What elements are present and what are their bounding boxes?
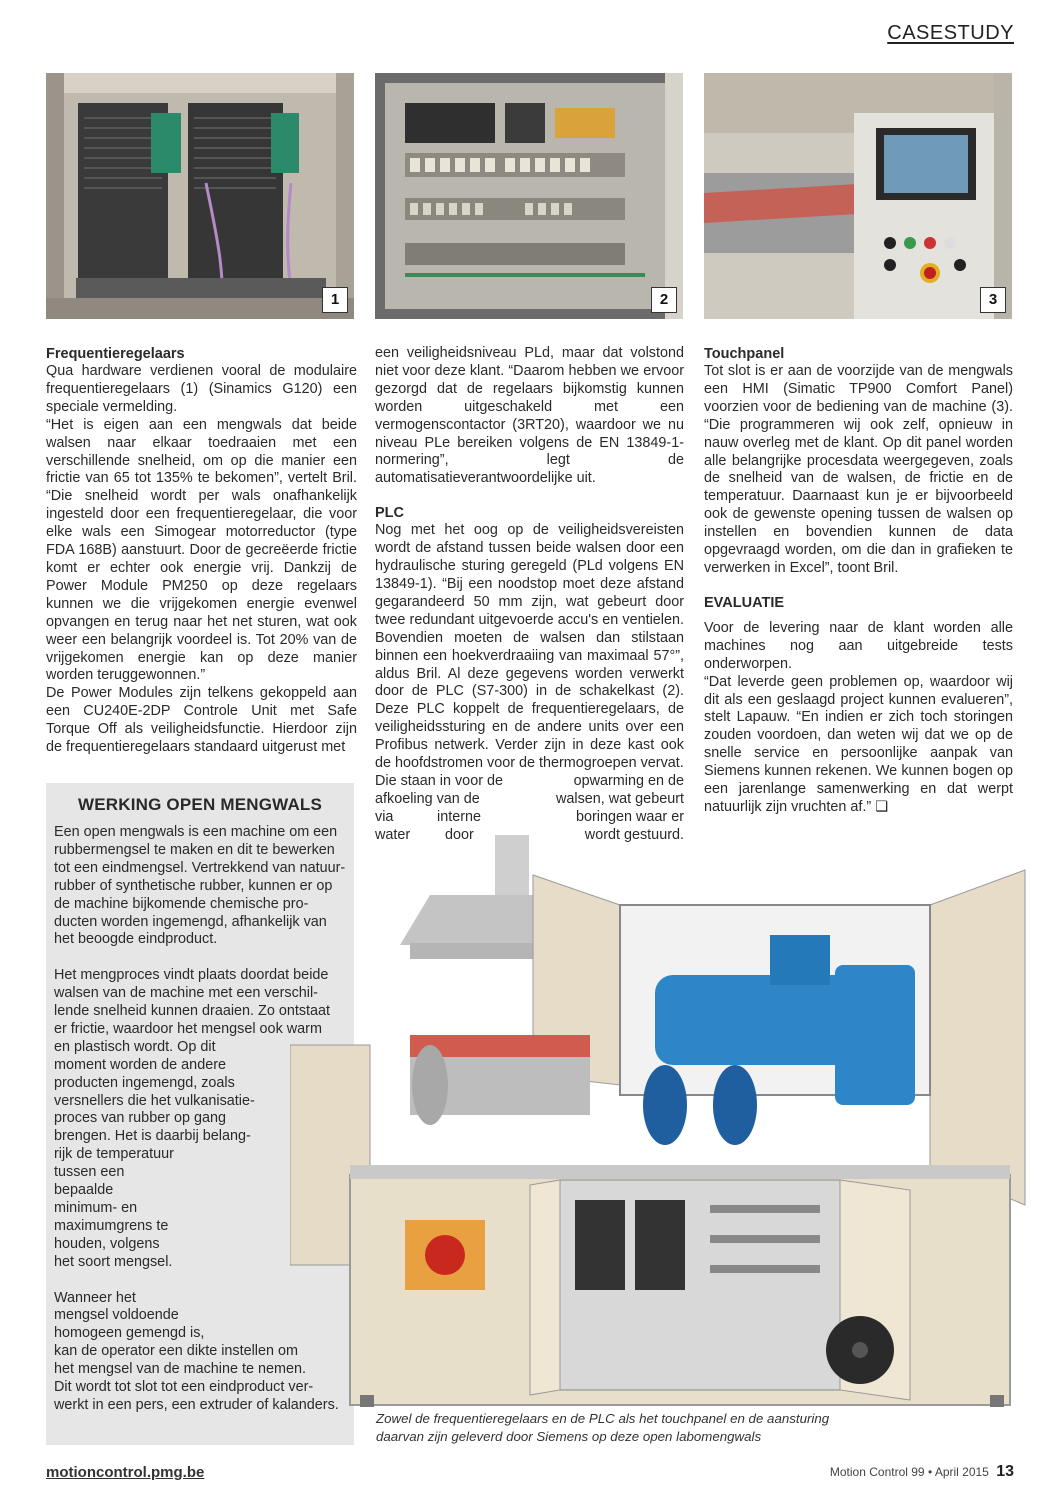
text-line: walsen, wat gebeurt — [556, 790, 684, 807]
box-line: moment worden de andere — [54, 1056, 226, 1073]
box-title: WERKING OPEN MENGWALS — [77, 795, 323, 814]
box-line: rubber of synthetische rubber, kunnen er op — [54, 877, 333, 894]
box-line: er frictie, waardoor het mengsel ook warm — [54, 1020, 322, 1037]
footer-url[interactable]: motioncontrol.pmg.be — [46, 1464, 205, 1481]
box-line: homogeen gemengd is, — [54, 1325, 205, 1342]
box-line: het beoogde eindproduct. — [54, 931, 218, 948]
paragraph: Voor de levering naar de klant worden alle machines nog aan uitgebreide tests onderworpen. — [704, 619, 1013, 672]
text-line: door — [445, 826, 474, 843]
box-line: Het mengproces vindt plaats doordat beide — [54, 967, 329, 984]
box-line: rijk de temperatuur — [54, 1146, 174, 1163]
paragraph: Qua hardware verdienen vooral de modulaire frequentieregelaars (1) (Sinamics G120) een speciale vermelding. — [46, 363, 357, 415]
box-line: minimum- en — [54, 1200, 138, 1217]
box-line: houden, volgens — [54, 1235, 160, 1252]
photo-frequency-drives — [46, 73, 354, 319]
paragraph: een veiligheidsniveau PLd, maar dat volstond niet voor deze klant. “Daarom hebben we ervoor gezorgd dat de regelaars bijkomstig kunnen worden uitgeschakeld met een vermogenscontactor (3RT20), waardoor we nu niveau PLe bereiken volgens de EN 13849-1-normering”, legt de automatisatieverantwoordelijke uit. — [375, 345, 684, 487]
paragraph: Nog met het oog op de veiligheidsvereisten wordt de afstand tussen beide walsen door een hydraulische sturing geregeld (PLd volgens EN 13849-1). “Bij een noodstop moet deze afstand gegarandeerd 50 mm zijn, wat gebeurt door twee redundant uitgevoerde accu's en ventielen. Bovendien moeten de walsen dan stilstaan binnen een hoekverdraaiing van maximaal 57°”, aldus Bril. Al deze gegevens worden verwerkt door de PLC (S7-300) in de schakelkast (2). Deze PLC koppelt de frequentieregelaars, de veiligheidssturing en de andere units over een Profibus netwerk. Verder zijn in deze kast ook de hoofdstromen voor de thermogroepen vervat. — [375, 522, 684, 772]
text-line: water — [375, 826, 411, 843]
box-line: bepaalde — [54, 1182, 114, 1199]
paragraph: “Het is eigen aan een mengwals dat beide walsen naar elkaar toedraaien met een verschillende snelheid, om op die manier een frictie van 65 tot 135% te bekomen”, vertelt Bril. “Die snelheid wordt per wals onafhankelijk ingesteld door een frequentieregelaar, die voor elke wals een Simogear motorreductor (type FDA 168B) aanstuurt. Door de gecreëerde frictie komt er echter ook energie vrij. Dankzij de Power Module PM250 op deze regelaars kunnen we die vrijgekomen energie evenwel opvangen en terug naar het net sturen, wat ook weer een belangrijk voordeel is. Tot 20% van de vrijgekomen energie kan op deze manier worden teruggewonnen.” — [46, 416, 357, 684]
photo-caption — [376, 1410, 846, 1446]
box-line: lende snelheid kunnen draaien. Zo ontstaat — [54, 1003, 331, 1020]
box-line: kan de operator een dikte instellen om — [54, 1343, 298, 1360]
box-line: Wanneer het — [54, 1289, 136, 1306]
box-line: walsen van de machine met een verschil- — [54, 985, 318, 1002]
caption-line: daarvan zijn geleverd door Siemens op deze open labomengwals — [376, 1429, 762, 1444]
photo-number: 3 — [980, 287, 1006, 313]
text-line: boringen waar er — [576, 808, 684, 825]
box-line: werkt in een pers, een extruder of kalanders. — [54, 1396, 339, 1413]
text-line: via — [375, 808, 394, 825]
box-line: het soort mengsel. — [54, 1253, 173, 1270]
issue-text: Motion Control 99 • April 2015 — [829, 1465, 989, 1479]
box-line: de machine bijkomende chemische pro- — [54, 895, 309, 912]
box-line: het mengsel van de machine te nemen. — [54, 1361, 306, 1378]
text-line: afkoeling van de — [375, 790, 480, 807]
box-line: tussen een — [54, 1164, 125, 1181]
article-column-3 — [704, 345, 1013, 817]
box-line: producten ingemengd, zoals — [54, 1074, 235, 1091]
photo-open-mill-machine — [290, 835, 1030, 1407]
box-line: rubbermengsel te maken en dit te bewerken — [54, 841, 335, 858]
section-label: CASESTUDY — [887, 22, 1014, 44]
paragraph: De Power Modules zijn telkens gekoppeld aan een CU240E-2DP Controle Unit met Safe Torque Off als veiligheidsfunctie. Hierdoor zijn de frequentieregelaars standaard uitgerust met — [46, 685, 357, 756]
caption-line: Zowel de frequentieregelaars en de PLC als het touchpanel en de aansturing — [376, 1411, 830, 1426]
heading-evaluatie: EVALUATIE — [704, 594, 785, 611]
footer-issue — [830, 1463, 1014, 1481]
heading-plc: PLC — [375, 505, 404, 522]
text-line: interne — [437, 808, 482, 825]
box-line: versnellers die het vulkanisatie- — [54, 1092, 255, 1109]
paragraph: “Dat leverde geen problemen op, waardoor wij dit als een geslaagd project kunnen evalueren”, stelt Lapauw. “En indien er zich toch storingen zouden voordoen, dan weten wij dat we op de snelle service en persoonlijke aanpak van Siemens kunnen rekenen. We kunnen bogen op een jarenlange samenwerking en dat werpt natuurlijk zijn vruchten af.” ❏ — [704, 673, 1013, 815]
photo-touch-panel — [704, 73, 1012, 319]
paragraph: Tot slot is er aan de voorzijde van de mengwals een HMI (Simatic TP900 Comfort Panel) voorzien voor de bediening van de machine (3). “Die programmeren wij ook zelf, opnieuw in nauw overleg met de klant. Op dit panel worden alle belangrijke procesdata weergegeven, zoals de snelheid van de walsen, de frictie en de temperatuur. Daarnaast kun je er bijvoorbeeld ook de gewenste opening tussen de walsen op instellen en bovendien kunnen de data opgevraagd worden, om die dan in grafieken te verwerken in Excel”, toont Bril. — [704, 363, 1013, 576]
box-line: tot een eindmengsel. Vertrekkend van natuur- — [54, 859, 346, 876]
photo-number: 2 — [651, 287, 677, 313]
box-line: ducten worden ingemengd, afhankelijk van — [54, 913, 327, 930]
box-line: proces van rubber op gang — [54, 1110, 227, 1127]
box-line: en plastisch wordt. Op dit — [54, 1038, 216, 1055]
heading-frequentieregelaars: Frequentieregelaars — [46, 346, 185, 362]
photo-number: 1 — [322, 287, 348, 313]
box-line: mengsel voldoende — [54, 1307, 179, 1324]
article-column-1 — [46, 345, 357, 757]
heading-touchpanel: Touchpanel — [704, 346, 785, 362]
text-line: wordt gestuurd. — [584, 826, 684, 843]
box-line: Een open mengwals is een machine om een — [54, 824, 338, 840]
box-line: brengen. Het is daarbij belang- — [54, 1128, 251, 1145]
page-number: 13 — [996, 1463, 1014, 1480]
text-line: Die staan in voor de — [375, 772, 503, 789]
photo-plc-cabinet — [375, 73, 683, 319]
box-line: maximumgrens te — [54, 1217, 169, 1234]
article-column-2 — [375, 345, 684, 845]
text-line: opwarming en de — [573, 772, 684, 789]
box-line: Dit wordt tot slot tot een eindproduct ver- — [54, 1379, 314, 1396]
